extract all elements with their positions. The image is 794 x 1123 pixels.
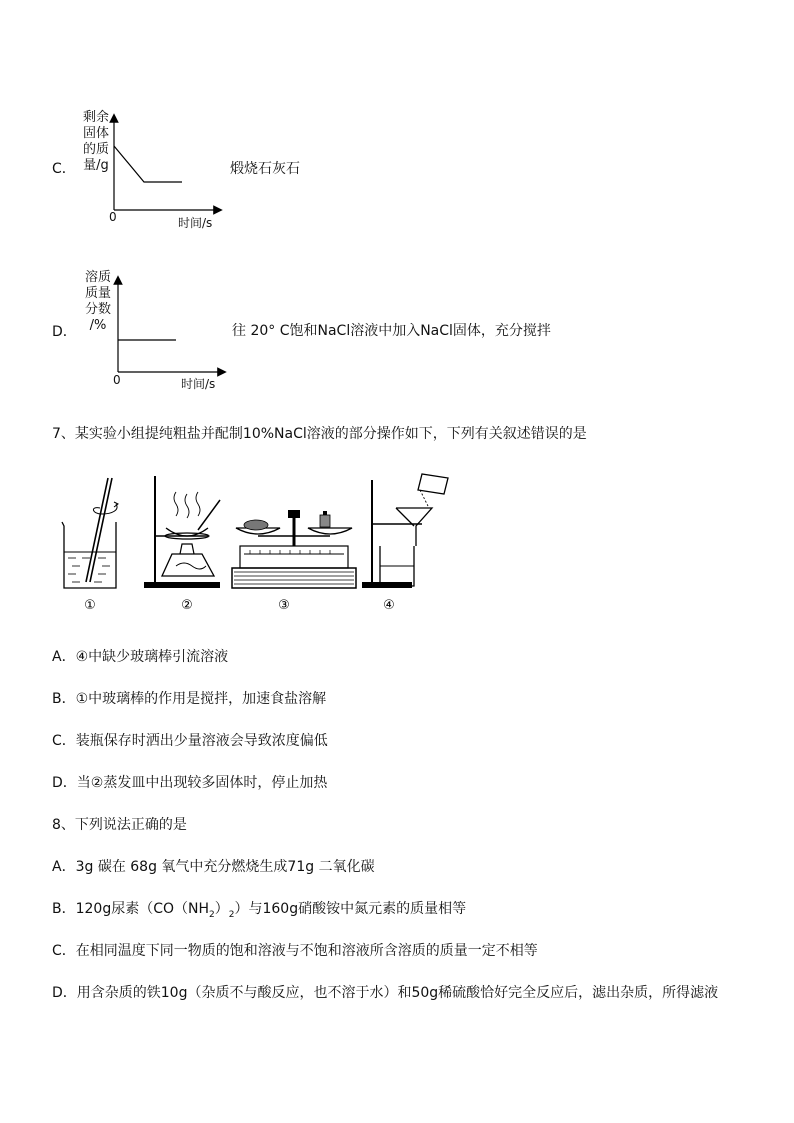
figure-label-1: ① (84, 598, 96, 613)
option-c-origin: 0 (109, 210, 117, 224)
option-d-graph (104, 272, 234, 382)
option-d-origin: 0 (113, 373, 121, 387)
option-c-y-label: 剩余 固体 的质 量/g (82, 110, 109, 173)
q8-option-a: A．3g 碳在 68g 氧气中充分燃烧生成71g 二氧化碳 (52, 859, 375, 875)
figure-label-3: ③ (278, 598, 290, 613)
option-c-graph (100, 110, 230, 225)
figure-label-4: ④ (383, 598, 395, 613)
q7-stem: 7、某实验小组提纯粗盐并配制10%NaCl溶液的部分操作如下，下列有关叙述错误的是 (52, 426, 587, 442)
option-c-letter: C． (52, 161, 76, 177)
q8-option-b: B．120g尿素$(CO(NH_2)_2)$与160g硝酸铵中氮元素的质量相等 (52, 901, 467, 920)
q8-option-d: D．用含杂质的铁10g（杂质不与酸反应，也不溶于水）和50g稀硫酸恰好完全反应后，滤出杂质，所得滤液 (52, 985, 719, 1001)
option-c-caption: 煅烧石灰石 (230, 161, 300, 177)
figure-label-2: ② (181, 598, 193, 613)
q7-option-c: C．装瓶保存时洒出少量溶液会导致浓度偏低 (52, 733, 328, 749)
option-d-letter: D． (52, 324, 77, 340)
balance-figure (232, 510, 356, 588)
option-d-y-label: 溶质 质量 分数 /% (84, 270, 111, 333)
option-d-x-label: 时间/s (181, 377, 216, 391)
option-c-curve (114, 146, 182, 182)
q7-figure (50, 470, 470, 613)
q8-option-c: C．在相同温度下同一物质的饱和溶液与不饱和溶液所含溶质的质量一定不相等 (52, 943, 538, 959)
evaporation-figure (144, 476, 220, 588)
q7-option-d: D．当②蒸发皿中出现较多固体时，停止加热 (52, 775, 328, 791)
figure-labels (84, 598, 395, 613)
option-c-x-label: 时间/s (178, 216, 213, 230)
q7-option-a: A．④中缺少玻璃棒引流溶液 (52, 649, 229, 665)
beaker-stirring-figure (62, 478, 118, 588)
filtration-figure (362, 474, 448, 588)
option-d-caption: 往 20° C饱和NaCl溶液中加入NaCl固体，充分搅拌 (232, 323, 551, 339)
q7-option-b: B．①中玻璃棒的作用是搅拌，加速食盐溶解 (52, 691, 327, 707)
q8-stem: 8、下列说法正确的是 (52, 817, 187, 833)
